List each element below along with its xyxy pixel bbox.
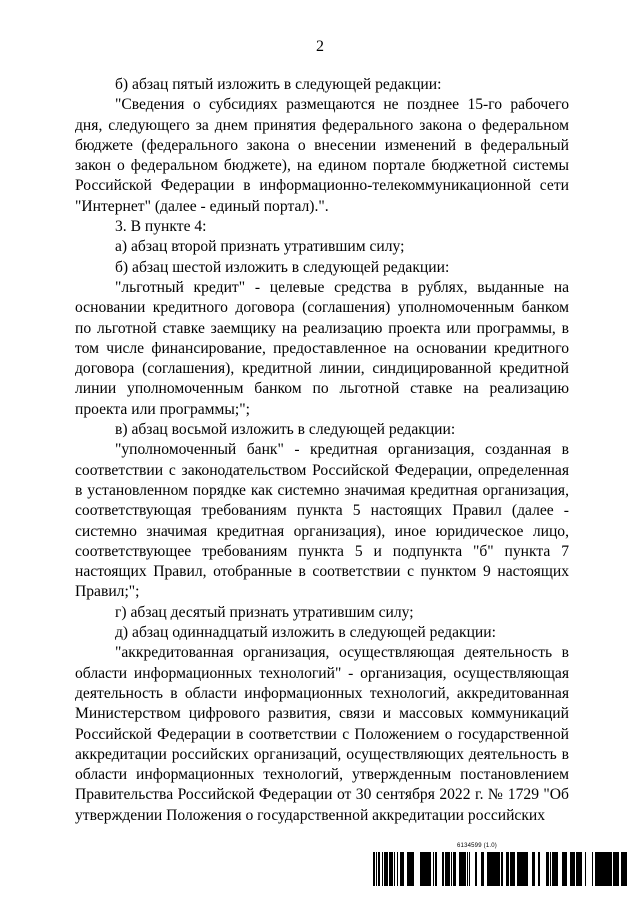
barcode-label: 6134599 (1.0) xyxy=(457,843,497,849)
paragraph: "аккредитованная организация, осуществляющая деятельность в области информационных технологий" - организация, осуществляющая деятельность в области информационных технологий, аккредитованная Министерством цифрового развития, связи и массовых коммуникаций Российской Федерации в соответствии с Положением о государственной аккредитации российских организаций, осуществляющих деятельность в области информационных технологий, утвержденным постановлением Правительства Российской Федерации от 30 сентября 2022 г. № 1729 "Об утверждении Положения о государственной аккредитации российских xyxy=(75,644,569,824)
page-number: 2 xyxy=(316,38,324,55)
paragraph: г) абзац десятый признать утратившим силу; xyxy=(115,603,414,621)
paragraph: д) абзац одиннадцатый изложить в следующей редакции: xyxy=(115,624,496,642)
barcode-icon xyxy=(372,852,627,886)
document-body xyxy=(75,75,569,826)
paragraph: б) абзац шестой изложить в следующей редакции: xyxy=(115,258,450,276)
paragraph: б) абзац пятый изложить в следующей редакции: xyxy=(115,76,442,93)
paragraph: "Сведения о субсидиях размещаются не позднее 15-го рабочего дня, следующего за днем принятия федерального закона о федеральном бюджете (федерального закона о внесении изменений в федеральный закон о федеральном бюджете), на едином портале бюджетной системы Российской Федерации в информационно-телекоммуникационной сети "Интернет" (далее - единый портал).". xyxy=(75,96,569,215)
paragraph: 3. В пункте 4: xyxy=(115,218,207,236)
paragraph: "льготный кредит" - целевые средства в рублях, выданные на основании кредитного договора (соглашения) уполномоченным банком по льготной ставке заемщику на реализацию проекта или программы, в том числе финансирование, предоставленное на основании кредитного договора (соглашения), кредитной линии, синдицированной кредитной линии уполномоченным банком по льготной ставке на реализацию проекта или программы;"; xyxy=(75,278,569,418)
paragraph: "уполномоченный банк" - кредитная организация, созданная в соответствии с законодательством Российской Федерации, определенная в установленном порядке как системно значимая кредитная организация, соответствующая требованиям пункта 5 настоящих Правил (далее - системно значимая кредитная организация), иное юридическое лицо, соответствующее требованиям пункта 5 и подпункта "б" пункта 7 настоящих Правил, отобранные в соответствии с пунктом 9 настоящих Правил;"; xyxy=(75,441,569,601)
barcode-block xyxy=(372,843,627,891)
paragraph: в) абзац восьмой изложить в следующей редакции: xyxy=(115,421,456,439)
paragraph: а) абзац второй признать утратившим силу; xyxy=(115,238,405,256)
